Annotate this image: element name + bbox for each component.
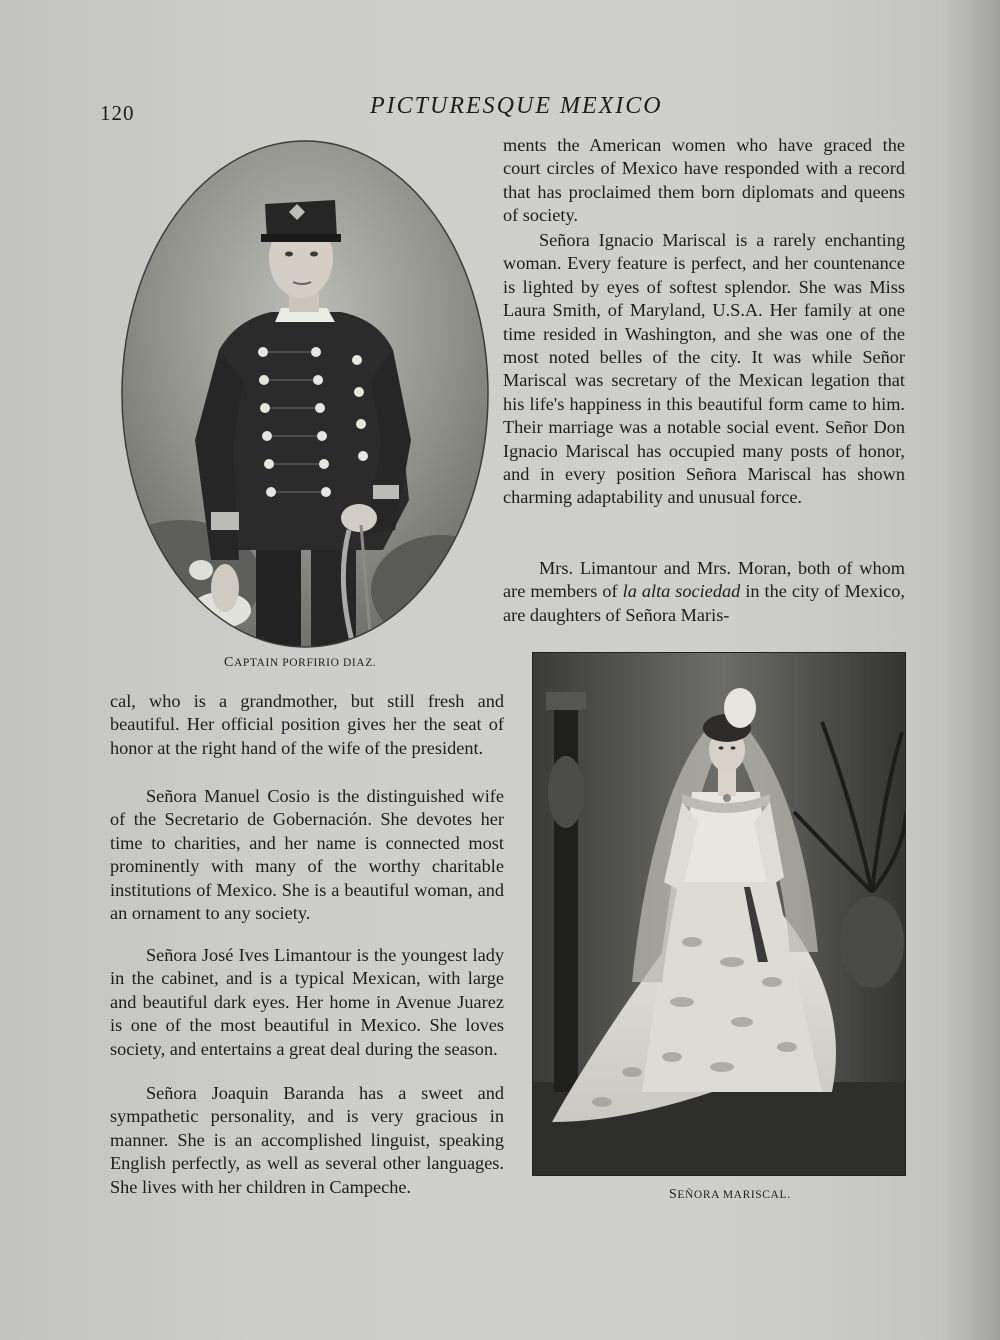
- paragraph-right-3-end: in the city of Mexico, are daughters of Señora Maris-: [503, 581, 905, 625]
- paragraph-right-3: [503, 557, 905, 627]
- caption-captain-porfirio-diaz: CAPTAIN PORFIRIO DIAZ.: [224, 655, 377, 670]
- paragraph-left-1: cal, who is a grandmother, but still fresh and beautiful. Her official position gives her the seat of honor at the right hand of the wife of the president.: [110, 691, 504, 758]
- running-title: PICTURESQUE MEXICO: [370, 93, 663, 119]
- paragraph-right-3-start: Mrs. Limantour and Mrs. Moran, both of whom are members of: [503, 558, 905, 602]
- caption-senora-mariscal: SEÑORA MARISCAL.: [669, 1187, 791, 1202]
- paragraph-left-2: Señora Manuel Cosio is the distinguished wife of the Secretario de Gobernación. She devotes her time to charities, and her name is connected most prominently with many of the worthy charitable institutions of Mexico. She is a beautiful woman, and an ornament to any society.: [110, 786, 504, 924]
- paragraph-left-3: Señora José Ives Limantour is the youngest lady in the cabinet, and is a typical Mexican, with large and beautiful dark eyes. Her home in Avenue Juarez is one of the most beautiful in Mexico. She loves society, and entertains a great deal during the season.: [110, 945, 504, 1059]
- page-spine-shadow: [940, 0, 1000, 1340]
- page-number: 120: [100, 101, 135, 125]
- portrait-senora-mariscal: [532, 652, 906, 1176]
- paragraph-right-1: ments the American women who have graced the court circles of Mexico have responded with a record that has proclaimed them born diplomats and queens of society.: [503, 135, 905, 226]
- portrait-captain-porfirio-diaz: [121, 140, 489, 648]
- paragraph-left-4: Señora Joaquin Baranda has a sweet and sympathetic personality, and is very gracious in manner. She is an accomplished linguist, speaking English perfectly, as well as several other languages. She lives with her children in Campeche.: [110, 1083, 504, 1197]
- italic-la-alta-sociedad: la alta sociedad: [622, 581, 741, 602]
- paragraph-right-2: Señora Ignacio Mariscal is a rarely enchanting woman. Every feature is perfect, and her countenance is lighted by eyes of softest splendor. She was Miss Laura Smith, of Maryland, U.S.A. Her family at one time resided in Washington, and she was one of the most noted belles of the city. It was while Señor Mariscal was secretary of the Mexican legation that his life's happiness in this beautiful form came to him. Their marriage was a notable social event. Señor Don Ignacio Mariscal has occupied many posts of honor, and in every position Señora Mariscal has shown charming adaptability and unusual force.: [503, 230, 905, 508]
